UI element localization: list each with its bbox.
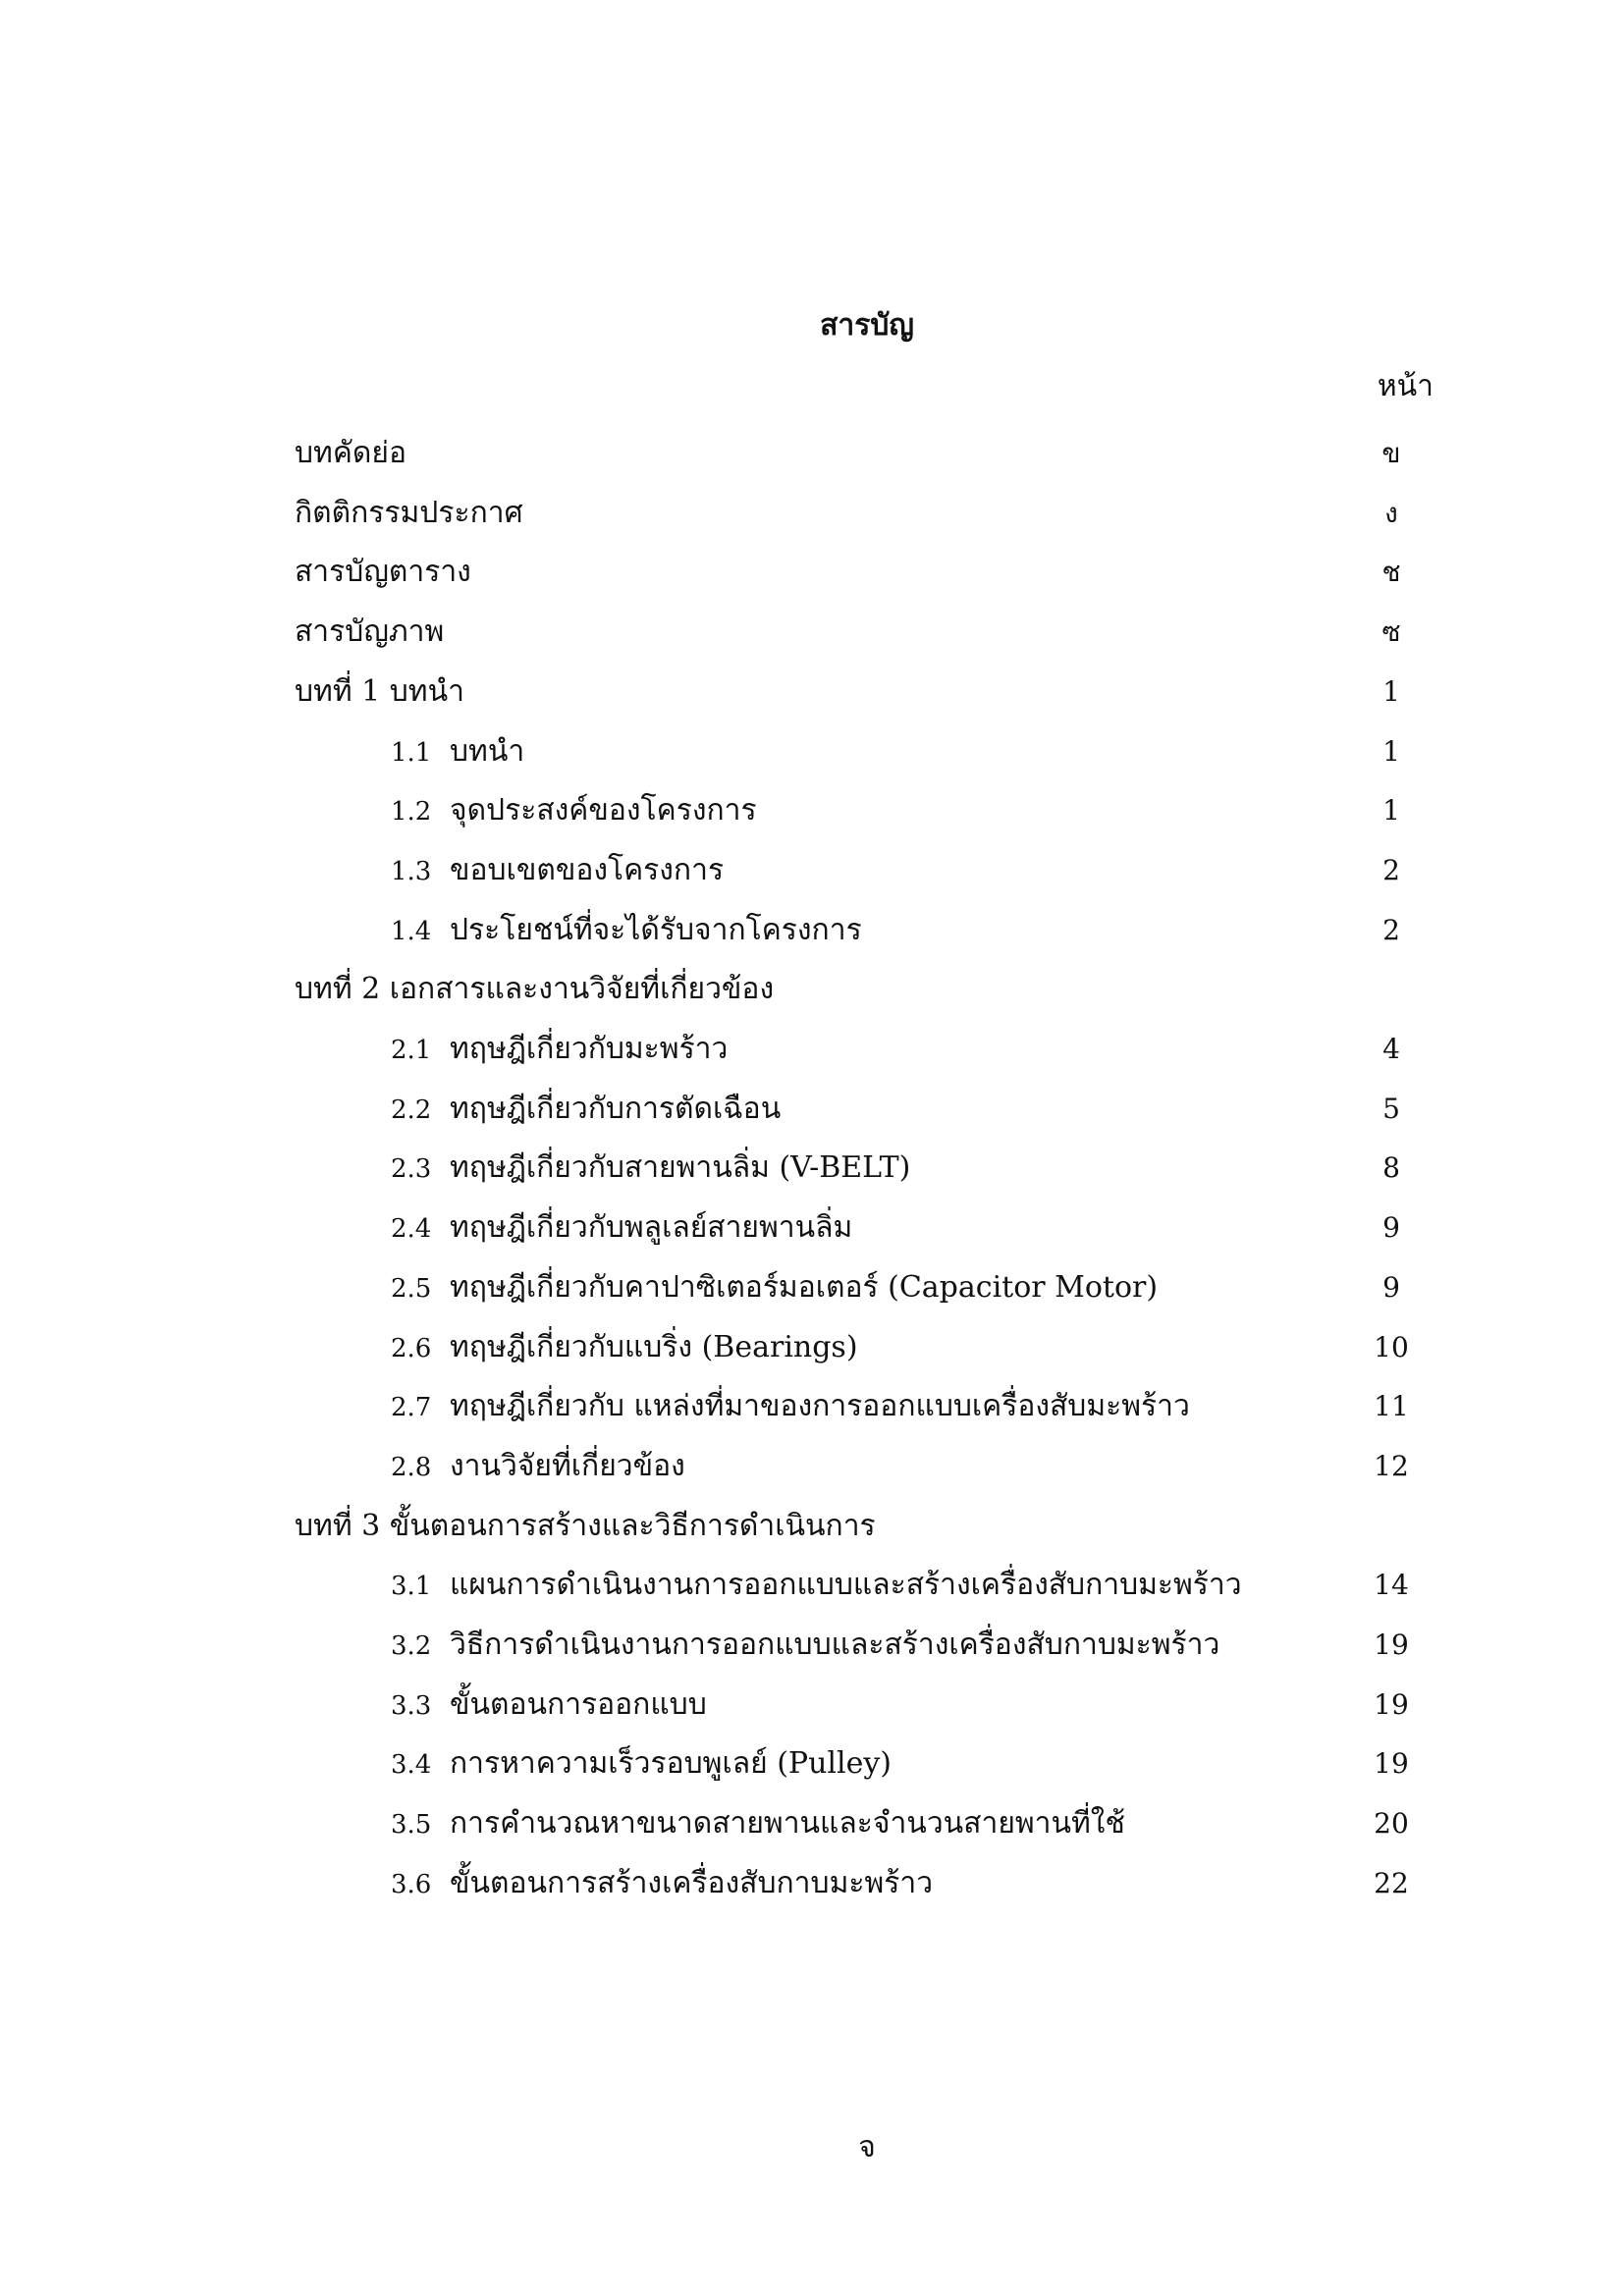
toc-entry-page: 4: [1382, 1033, 1400, 1065]
toc-entry: [0, 1139, 1624, 1198]
toc-entry-page: 9: [1382, 1270, 1400, 1304]
toc-entry-page: 2: [1382, 913, 1400, 946]
toc-entry-number: 2.4: [391, 1214, 432, 1245]
toc-entry-number: 2.8: [391, 1452, 432, 1482]
toc-entry-number: 1.4: [391, 916, 432, 946]
toc-subentry: [391, 1685, 707, 1726]
toc-entry-number: 1.2: [391, 797, 432, 828]
toc-subentry: [391, 1208, 852, 1249]
toc-entry: [0, 722, 1624, 781]
toc-entry: [0, 1377, 1624, 1436]
toc-entry-label: การคำนวณหาขนาดสายพานและจำนวนสายพานที่ใช้: [450, 1806, 1125, 1842]
toc-entry: [0, 960, 1624, 1019]
toc-entry-page: 1: [1382, 794, 1400, 828]
toc-entry: [0, 1735, 1624, 1793]
toc-entry-number: 2.3: [391, 1154, 432, 1185]
toc-subentry: [391, 1387, 1190, 1427]
toc-entry-label: กิตติกรรมประกาศ: [295, 495, 523, 530]
toc-entry-label: ขั้นตอนการสร้างเครื่องสับกาบมะพร้าว: [450, 1865, 934, 1900]
toc-entry-page: 11: [1374, 1390, 1409, 1423]
toc-entry-label: แผนการดำเนินงานการออกแบบและสร้างเครื่องสับกาบมะพร้าว: [450, 1568, 1242, 1603]
toc-subentry: [391, 1804, 1125, 1844]
toc-entry: [0, 1199, 1624, 1257]
toc-entry: [0, 901, 1624, 960]
toc-entry: [0, 543, 1624, 602]
toc-entry-label: ทฤษฎีเกี่ยวกับ แหล่งที่มาของการออกแบบเครื่องสับมะพร้าว: [450, 1389, 1190, 1424]
toc-entry-number: 1.3: [391, 856, 432, 886]
toc-entry-label: ทฤษฎีเกี่ยวกับสายพานลิ่ม (V-BELT): [450, 1150, 911, 1186]
toc-entry-label: ทฤษฎีเกี่ยวกับพลูเลย์สายพานลิ่ม: [450, 1210, 853, 1246]
toc-entry: [0, 1556, 1624, 1615]
toc-entry: [0, 1318, 1624, 1377]
toc-entry-page: 2: [1382, 853, 1400, 886]
toc-entry-page: 9: [1382, 1211, 1400, 1245]
toc-entry-label: ทฤษฎีเกี่ยวกับแบริ่ง (Bearings): [450, 1329, 858, 1364]
toc-subentry: [391, 1864, 933, 1904]
toc-entry: [0, 424, 1624, 483]
toc-heading: [295, 970, 774, 1009]
toc-entry-number: 2.7: [391, 1393, 432, 1423]
toc-entry: [0, 1437, 1624, 1496]
toc-entry-label: ขอบเขตของโครงการ: [450, 852, 725, 887]
toc-entry-number: 2.5: [391, 1273, 432, 1304]
toc-entry-label: จุดประสงค์ของโครงการ: [450, 793, 757, 828]
toc-subentry: [391, 732, 524, 773]
toc-subentry: [391, 1626, 1219, 1666]
toc-entry-page: 12: [1374, 1449, 1409, 1482]
toc-entry-page: ง: [1384, 496, 1398, 529]
toc-entry: [0, 1854, 1624, 1913]
toc-entry: [0, 781, 1624, 840]
toc-entry-page: ช: [1381, 556, 1401, 589]
toc-entry-page: 10: [1374, 1330, 1409, 1363]
toc-heading: [295, 553, 471, 592]
toc-subentry: [391, 1744, 892, 1785]
toc-heading: [295, 1507, 876, 1546]
toc-entry: [0, 1497, 1624, 1556]
toc-entry-number: 3.3: [391, 1690, 432, 1721]
toc-entry: [0, 484, 1624, 543]
toc-subentry: [391, 851, 724, 891]
toc-subentry: [391, 1030, 728, 1070]
toc-entry-page: 19: [1374, 1629, 1409, 1661]
toc-entry: [0, 603, 1624, 662]
toc-entry-page: ข: [1381, 437, 1401, 469]
toc-entry-label: บทที่ 2 เอกสารและงานวิจัยที่เกี่ยวข้อง: [295, 972, 775, 1007]
toc-subentry: [391, 1268, 1158, 1308]
toc-entry-label: บทที่ 3 ขั้นตอนการสร้างและวิธีการดำเนินการ: [295, 1508, 876, 1543]
toc-entry-page: 19: [1374, 1687, 1409, 1721]
toc-entry: [0, 1020, 1624, 1079]
toc-entry-number: 3.4: [391, 1750, 432, 1781]
toc-entry-page: 8: [1382, 1151, 1400, 1185]
toc-entry: [0, 1258, 1624, 1317]
toc-subentry: [391, 1566, 1242, 1606]
toc-entry-page: 1: [1382, 734, 1400, 768]
toc-entry-page: 1: [1382, 674, 1400, 708]
toc-entry: [0, 663, 1624, 721]
toc-entry: [0, 1616, 1624, 1675]
toc-entry-label: สารบัญภาพ: [295, 614, 445, 650]
toc-entry-number: 3.2: [391, 1631, 432, 1661]
toc-entry-number: 2.1: [391, 1036, 432, 1065]
toc-entry-page: 20: [1374, 1807, 1409, 1841]
toc-entry-label: ขั้นตอนการออกแบบ: [450, 1686, 707, 1722]
toc-subentry: [391, 1328, 858, 1368]
toc-subentry: [391, 1090, 781, 1130]
toc-title: สารบัญ: [820, 308, 914, 343]
toc-entry: [0, 1676, 1624, 1735]
toc-entry-number: 3.1: [391, 1572, 432, 1602]
toc-subentry: [391, 911, 862, 951]
toc-entry-label: ทฤษฎีเกี่ยวกับการตัดเฉือน: [450, 1091, 782, 1126]
toc-entry-number: 2.2: [391, 1095, 432, 1125]
toc-entry-label: การหาความเร็วรอบพูเลย์ (Pulley): [450, 1746, 892, 1782]
toc-entry-label: วิธีการดำเนินงานการออกแบบและสร้างเครื่องสับกาบมะพร้าว: [450, 1628, 1220, 1662]
toc-entry-number: 1.1: [391, 737, 432, 768]
toc-entry-label: ทฤษฎีเกี่ยวกับมะพร้าว: [450, 1032, 729, 1066]
toc-entry-page: 5: [1382, 1092, 1400, 1125]
footer-page-number: จ: [858, 2130, 876, 2164]
toc-subentry: [391, 791, 757, 831]
toc-entry-label: งานวิจัยที่เกี่ยวข้อง: [450, 1448, 685, 1483]
toc-heading: [295, 494, 523, 533]
toc-subentry: [391, 1148, 910, 1189]
toc-entry-label: บทนำ: [450, 733, 525, 769]
toc-entry-label: สารบัญตาราง: [295, 555, 471, 590]
toc-entry-page: 14: [1374, 1569, 1409, 1602]
toc-entry-number: 3.5: [391, 1810, 432, 1841]
page-column-header: หน้า: [1377, 369, 1434, 403]
toc-heading: [295, 613, 444, 652]
toc-entry: [0, 841, 1624, 900]
toc-heading: [295, 672, 464, 712]
toc-entry-label: ทฤษฎีเกี่ยวกับคาปาซิเตอร์มอเตอร์ (Capacitor Motor): [450, 1269, 1159, 1305]
toc-entry-label: ประโยชน์ที่จะได้รับจากโครงการ: [450, 912, 862, 947]
toc-heading: [295, 434, 406, 473]
toc-entry-page: ซ: [1381, 615, 1401, 649]
toc-entry-label: บทคัดย่อ: [295, 436, 406, 470]
toc-entry-number: 2.6: [391, 1333, 432, 1363]
toc-entry-page: 19: [1374, 1747, 1409, 1781]
toc-entry-label: บทที่ 1 บทนำ: [295, 673, 464, 709]
toc-entry: [0, 1794, 1624, 1853]
toc-entry-number: 3.6: [391, 1869, 432, 1899]
toc-subentry: [391, 1447, 685, 1487]
toc-entry-page: 22: [1374, 1866, 1409, 1899]
toc-entry: [0, 1080, 1624, 1139]
